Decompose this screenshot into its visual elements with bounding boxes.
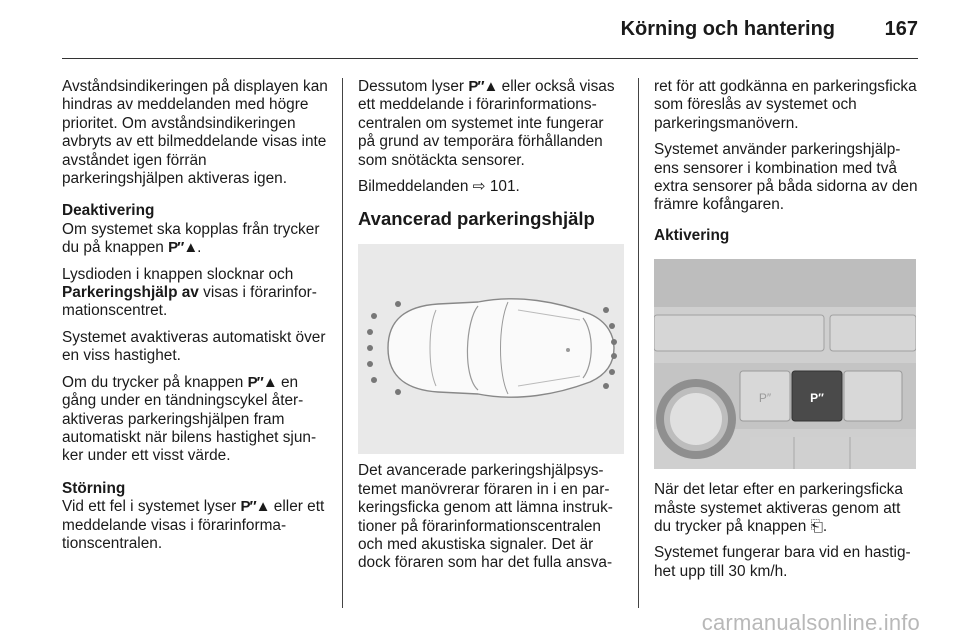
console-buttons-photo — [654, 259, 916, 469]
paragraph-activate: När det letar efter en parkeringsficka måste systemet aktiveras genom att du trycker på knappen ⎗. — [654, 481, 903, 536]
paragraph-press-button: Om du trycker på knappen P″▲ en gång under en tändningscykel återaktiveras parkeringshjälpen fram automatiskt när bilens hastighet sjunker under ett visst värde. — [62, 373, 317, 465]
parking-assist-icon: P″▲ — [168, 239, 198, 257]
column-1 — [62, 78, 332, 561]
paragraph-speed-limit: Systemet fungerar bara vid en hastighet upp till 30 km/h. — [654, 544, 911, 580]
page-number: 167 — [884, 18, 918, 40]
heading-advanced-parking: Avancerad parkeringshjälp — [358, 208, 595, 230]
paragraph-sensors: Systemet använder parkeringshjälpens sensorer i kombination med två extra sensorer på båda sidorna av den främre kofångaren. — [654, 141, 918, 214]
column-divider-1 — [342, 78, 343, 608]
column-3 — [654, 78, 920, 589]
paragraph-distance-indication: Avståndsindikeringen på displayen kan hindras av meddelanden med högre prioritet. Om avståndsindikeringen avbryts av ett bilmeddelande visas inte avståndet igen förrän parkeringshjälpen aktiveras igen. — [62, 78, 328, 188]
car-sensor-illustration — [358, 244, 624, 454]
column-divider-2 — [638, 78, 639, 608]
column-2 — [358, 78, 624, 581]
parking-assist-icon: P″▲ — [247, 373, 277, 391]
parking-assist-icon: P″▲ — [240, 498, 270, 516]
paragraph-advanced-system: Det avancerade parkeringshjälpsystemet manövrerar föraren in i en parkeringsficka genom att lämna instruktioner på förarinformationscentralen och med akustiska signaler. Det är dock föraren som har det fulla ansva- — [358, 462, 613, 572]
cross-reference: Bilmeddelanden ⇨ 101. — [358, 178, 520, 196]
paragraph-deactivate: Om systemet ska kopplas från trycker du på knappen P″▲. — [62, 220, 320, 257]
paragraph-led: Lysdioden i knappen slocknar och Parkeringshjälp av visas i förarinformationscentret. — [62, 265, 317, 320]
paragraph-auto-deactivate: Systemet avaktiveras automatiskt över en viss hastighet. — [62, 328, 326, 365]
paragraph-fault: Vid ett fel i systemet lyser P″▲ eller ett meddelande visas i förarinformationscentralen. — [62, 498, 325, 552]
button-label-left: P″ — [758, 391, 772, 406]
paragraph-responsibility: ret för att godkänna en parkeringsficka som föreslås av systemet och parkeringsmanövern. — [654, 78, 917, 132]
heading-fault: Störning — [62, 479, 126, 497]
watermark: carmanualsonline.info — [701, 610, 920, 635]
button-label-right: P″ — [810, 391, 824, 406]
parking-assist-button-icon: ⎗ — [810, 518, 823, 536]
page-header-title: Körning och hantering — [620, 18, 835, 40]
paragraph-snow-sensors: Dessutom lyser P″▲ eller också visas ett meddelande i förarinformationscentralen om systemet inte fungerar på grund av temporära förhållanden som snötäckta sensorer. — [358, 78, 615, 169]
heading-activation: Aktivering — [654, 226, 730, 244]
reference-arrow-icon: ⇨ — [472, 178, 486, 196]
heading-deactivation: Deaktivering — [62, 202, 155, 220]
parking-assist-icon: P″▲ — [468, 78, 498, 95]
header-rule — [62, 58, 918, 59]
